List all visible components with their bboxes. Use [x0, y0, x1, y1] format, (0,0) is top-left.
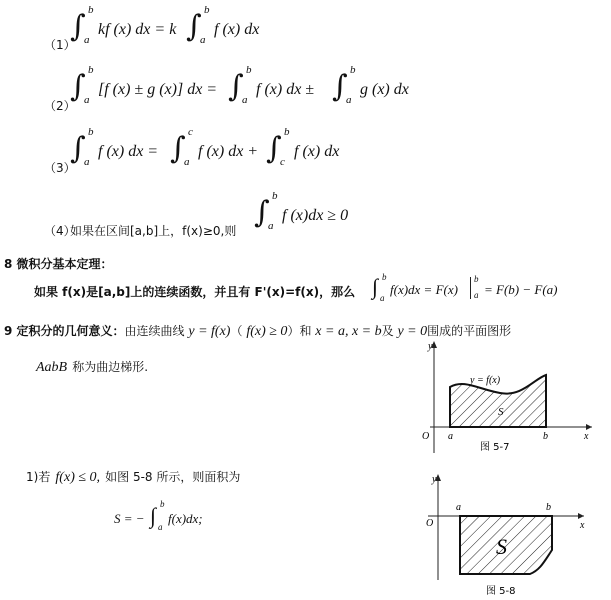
math-expr: x = a, x = b — [315, 324, 382, 339]
integral-sign: ∫ — [332, 69, 348, 104]
figure-caption: 图 5-8 — [486, 586, 516, 597]
y-label: y — [432, 474, 437, 485]
formula-body: f (x) dx — [294, 143, 340, 160]
formula-body: f (x) dx ± — [256, 81, 315, 98]
upper-limit: c — [188, 126, 193, 138]
integral-sign: ∫ — [70, 69, 86, 104]
lower-limit: a — [84, 156, 90, 168]
text: ）和 — [287, 324, 312, 338]
figure-caption: 图 5-7 — [480, 442, 510, 453]
upper-limit: b — [88, 64, 94, 76]
upper-limit: b — [204, 4, 210, 16]
b-label: b — [546, 502, 551, 513]
lower-limit: a — [380, 293, 385, 303]
formula-right: f(x)dx; — [168, 511, 203, 526]
formula-tail: = F(b) − F(a) — [484, 282, 558, 297]
section-8-premise: 如果 f(x)是[a,b]上的连续函数，并且有 F'(x)=f(x)，那么 — [34, 285, 356, 299]
section-8-heading: 8 微积分基本定理： — [4, 257, 113, 271]
text: 如图 5-8 所示，则面积为 — [105, 470, 241, 484]
text: 由连续曲线 — [124, 324, 185, 338]
upper-limit: b — [88, 126, 94, 138]
formula-4-condition: 如果在区间[a,b]上，f(x)≥0,则 — [70, 224, 237, 238]
formula-body: f (x)dx ≥ 0 — [282, 207, 349, 224]
x-axis-arrow — [586, 424, 592, 430]
text: 称为曲边梯形. — [72, 360, 149, 374]
integral-sign: ∫ — [170, 131, 186, 166]
lower-limit: a — [84, 94, 90, 106]
math-expr: f(x) ≥ 0 — [246, 324, 288, 339]
x-label: x — [580, 520, 585, 531]
lower-limit: a — [242, 94, 248, 106]
lower-limit: a — [346, 94, 352, 106]
integral-sign: ∫ — [372, 274, 379, 299]
figure-5-7 — [412, 335, 602, 460]
upper-limit: b — [382, 272, 387, 282]
math-expr: f(x) ≤ 0, — [55, 470, 101, 485]
formula-body: f (x) dx + — [198, 143, 259, 160]
lower-limit: a — [268, 220, 274, 232]
integral-sign: ∫ — [186, 9, 202, 44]
formula-3-number: （3） — [44, 161, 76, 175]
upper-limit: b — [88, 4, 94, 16]
figure-5-8 — [412, 470, 602, 598]
formula-1-number: （1） — [44, 38, 76, 52]
a-label: a — [456, 502, 461, 513]
eval-lower: a — [474, 290, 479, 300]
lower-limit: a — [84, 34, 90, 46]
a-label: a — [448, 431, 453, 442]
math-expr: y = f(x) — [188, 324, 231, 339]
lower-limit: a — [158, 522, 163, 532]
upper-limit: b — [350, 64, 356, 76]
item-1-line — [26, 466, 240, 486]
formula-body: kf (x) dx = k — [98, 21, 177, 38]
formula-body: f (x) dx = — [98, 143, 159, 160]
evaluation-bar — [470, 277, 471, 299]
x-axis-arrow — [578, 513, 584, 519]
text: 1)若 — [26, 470, 51, 484]
area-label: S — [498, 406, 504, 418]
eval-upper: b — [474, 274, 479, 284]
upper-limit: b — [160, 499, 165, 509]
text: （ — [230, 324, 243, 338]
math-expr: AabB — [36, 360, 68, 375]
lower-limit: a — [184, 156, 190, 168]
formula-body: f (x) dx — [214, 21, 260, 38]
formula-body: f(x)dx = F(x) — [390, 282, 458, 297]
integral-sign: ∫ — [266, 131, 282, 166]
y-label: y — [428, 341, 433, 352]
integral-sign: ∫ — [70, 9, 86, 44]
formula-body: [f (x) ± g (x)] dx = — [98, 81, 218, 98]
origin-label: O — [426, 518, 434, 529]
origin-label: O — [422, 431, 430, 442]
formula-4-number: （4） — [44, 224, 76, 238]
integral-sign: ∫ — [254, 195, 270, 230]
lower-limit: a — [200, 34, 206, 46]
section-9-heading: 9 定积分的几何意义： — [4, 324, 125, 338]
curve-label: y = f(x) — [470, 375, 501, 386]
text: 围成的平面图形 — [427, 324, 512, 338]
formula-body: g (x) dx — [360, 81, 409, 98]
lower-limit: c — [280, 156, 285, 168]
math-expr: y = 0 — [397, 324, 428, 339]
upper-limit: b — [246, 64, 252, 76]
upper-limit: b — [272, 190, 278, 202]
integral-sign: ∫ — [70, 131, 86, 166]
section-9-line-2 — [36, 356, 148, 376]
area-label: S — [496, 534, 507, 559]
integral-sign: ∫ — [228, 69, 244, 104]
integral-sign: ∫ — [150, 503, 157, 528]
upper-limit: b — [284, 126, 290, 138]
text: 及 — [381, 324, 394, 338]
x-label: x — [584, 431, 589, 442]
b-label: b — [543, 431, 548, 442]
formula-2-number: （2） — [44, 99, 76, 113]
formula-left: S = − — [114, 511, 145, 526]
